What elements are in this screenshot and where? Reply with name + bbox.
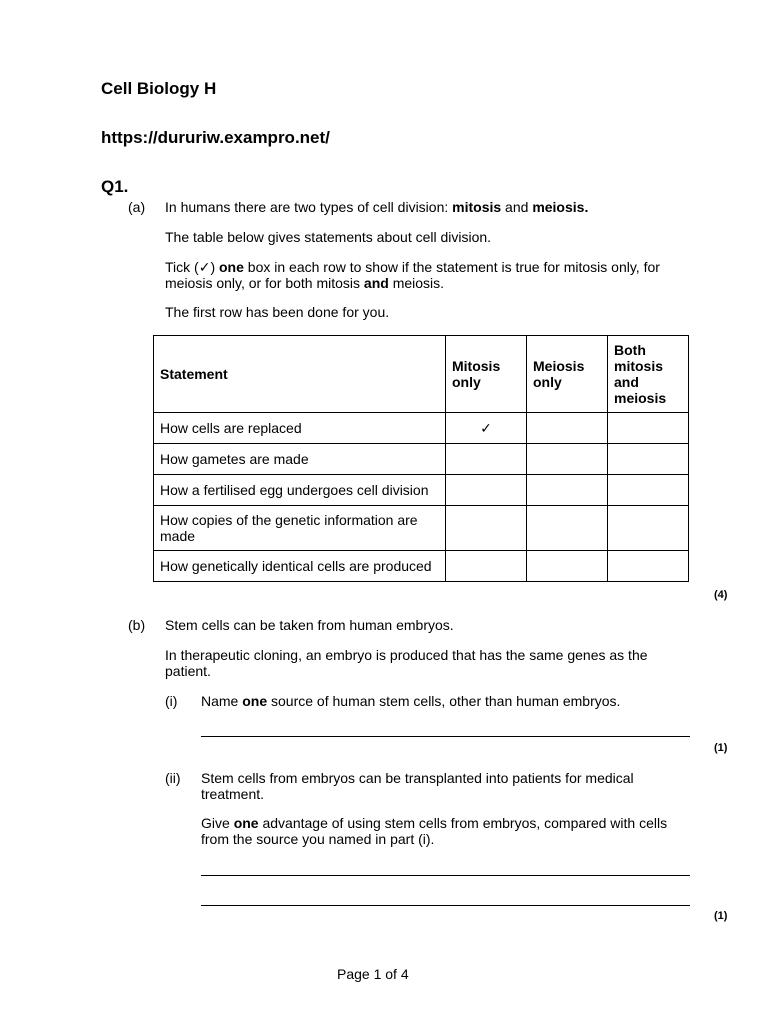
part-a-instruction-line1: Tick (✓) one box in each row to show if the statement is true for mitosis only, for (165, 259, 660, 275)
mitosis-checkbox[interactable] (446, 506, 527, 551)
meiosis-checkbox[interactable] (527, 413, 608, 444)
part-a-instruction-line2: meiosis only, or for both mitosis and meiosis. (165, 275, 445, 291)
mitosis-checkbox[interactable] (446, 475, 527, 506)
both-checkbox[interactable] (608, 413, 689, 444)
part-b-i-question: Name one source of human stem cells, other than human embryos. (201, 693, 621, 709)
cell-division-table (153, 335, 689, 582)
both-checkbox[interactable] (608, 444, 689, 475)
part-a-label: (a) (128, 199, 146, 215)
part-b-ii-marks: (1) (714, 910, 728, 922)
part-b-ii-question-line2: from the source you named in part (i). (201, 831, 435, 847)
question-number: Q1. (101, 177, 129, 196)
tick-icon: ✓ (198, 259, 211, 275)
both-checkbox[interactable] (608, 551, 689, 582)
part-b-ii-line2: treatment. (201, 786, 265, 802)
part-b-i-label: (i) (165, 693, 178, 709)
header-meiosis-only: Meiosis only (527, 336, 608, 413)
table-row (154, 444, 689, 475)
table-row (154, 551, 689, 582)
part-b-ii-question-line1: Give one advantage of using stem cells from embryos, compared with cells (201, 815, 668, 831)
part-b-intro: Stem cells can be taken from human embryos. (165, 617, 454, 633)
header-both: Both mitosis and meiosis (608, 336, 689, 413)
table-header-row (154, 336, 689, 413)
meiosis-checkbox[interactable] (527, 506, 608, 551)
statement-cell: How genetically identical cells are produced (154, 551, 446, 582)
mitosis-checkbox[interactable] (446, 413, 527, 444)
answer-line-ii-2[interactable] (201, 905, 690, 906)
part-b-label: (b) (128, 617, 146, 633)
both-checkbox[interactable] (608, 506, 689, 551)
part-b-i-marks: (1) (714, 742, 728, 754)
part-b-cloning-line2: patient. (165, 663, 211, 679)
answer-line-i[interactable] (201, 736, 690, 737)
document-url[interactable]: https://dururiw.exampro.net/ (101, 128, 330, 147)
mitosis-checkbox[interactable] (446, 551, 527, 582)
meiosis-checkbox[interactable] (527, 551, 608, 582)
document-title: Cell Biology H (101, 79, 217, 98)
table-row (154, 413, 689, 444)
tick-icon: ✓ (480, 420, 492, 436)
header-statement: Statement (154, 336, 446, 413)
part-b-ii-label: (ii) (165, 770, 181, 786)
statement-cell: How a fertilised egg undergoes cell division (154, 475, 446, 506)
statement-cell: How cells are replaced (154, 413, 446, 444)
page-number: Page 1 of 4 (337, 966, 409, 982)
part-a-marks: (4) (714, 589, 728, 601)
meiosis-checkbox[interactable] (527, 444, 608, 475)
part-a-note: The first row has been done for you. (165, 304, 390, 320)
part-a-table-intro: The table below gives statements about cell division. (165, 229, 492, 245)
part-b-cloning-line1: In therapeutic cloning, an embryo is produced that has the same genes as the (165, 647, 648, 663)
statement-cell: How copies of the genetic information are made (154, 506, 446, 551)
table-row (154, 475, 689, 506)
part-b-ii-line1: Stem cells from embryos can be transplanted into patients for medical (201, 770, 634, 786)
table-row (154, 506, 689, 551)
header-mitosis-only: Mitosis only (446, 336, 527, 413)
statement-cell: How gametes are made (154, 444, 446, 475)
part-a-intro: In humans there are two types of cell division: mitosis and meiosis. (165, 199, 589, 215)
meiosis-checkbox[interactable] (527, 475, 608, 506)
mitosis-checkbox[interactable] (446, 444, 527, 475)
answer-line-ii-1[interactable] (201, 875, 690, 876)
both-checkbox[interactable] (608, 475, 689, 506)
